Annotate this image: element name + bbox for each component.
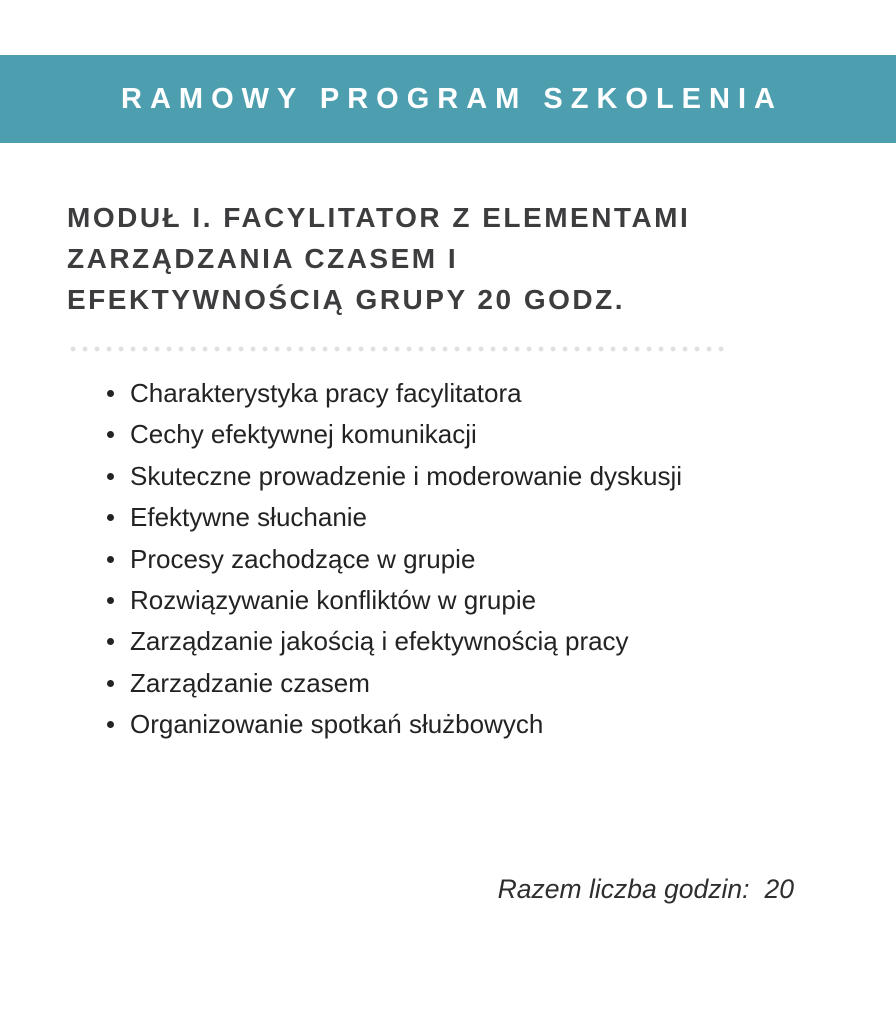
total-hours-label: Razem liczba godzin: — [497, 874, 750, 904]
topic-label: Rozwiązywanie konfliktów w grupie — [130, 585, 537, 616]
dotted-divider — [67, 346, 725, 352]
topic-label: Efektywne słuchanie — [130, 502, 368, 533]
topic-label: Zarządzanie czasem — [130, 667, 370, 698]
list-item — [67, 497, 835, 538]
list-item — [67, 621, 835, 662]
list-item — [67, 414, 835, 455]
list-item — [67, 373, 835, 414]
topic-label: Zarządzanie jakością i efektywnością pracy — [130, 626, 629, 657]
topic-label: Procesy zachodzące w grupie — [130, 543, 476, 574]
topic-label: Charakterystyka pracy facylitatora — [130, 378, 522, 408]
bullet-icon — [107, 390, 114, 397]
bullet-icon — [107, 597, 114, 604]
list-item — [67, 539, 835, 580]
list-item — [67, 456, 835, 497]
list-item — [67, 704, 835, 745]
bullet-icon — [107, 514, 114, 521]
module-section — [67, 197, 835, 746]
topic-label: Skuteczne prowadzenie i moderowanie dyskusji — [130, 460, 683, 491]
topic-label: Organizowanie spotkań służbowych — [130, 709, 544, 740]
list-item — [67, 663, 835, 704]
bullet-icon — [107, 473, 114, 480]
module-heading — [67, 197, 835, 320]
bullet-icon — [107, 680, 114, 687]
total-hours-value: 20 — [764, 874, 794, 904]
total-hours-row — [498, 874, 794, 905]
bullet-icon — [107, 556, 114, 563]
topic-label: Cechy efektywnej komunikacji — [130, 419, 477, 450]
bullet-icon — [107, 721, 114, 728]
module-heading-line-3: EFEKTYWNOŚCIĄ GRUPY 20 GODZ. — [67, 284, 625, 315]
module-heading-line-2: ZARZĄDZANIA CZASEM I — [67, 243, 459, 274]
list-item — [67, 580, 835, 621]
bullet-icon — [107, 431, 114, 438]
module-heading-line-1: MODUŁ I. FACYLITATOR Z ELEMENTAMI — [67, 202, 691, 233]
bullet-icon — [107, 638, 114, 645]
topic-list — [67, 373, 835, 746]
page-title: RAMOWY PROGRAM SZKOLENIA — [121, 82, 783, 115]
page-banner — [0, 55, 896, 143]
